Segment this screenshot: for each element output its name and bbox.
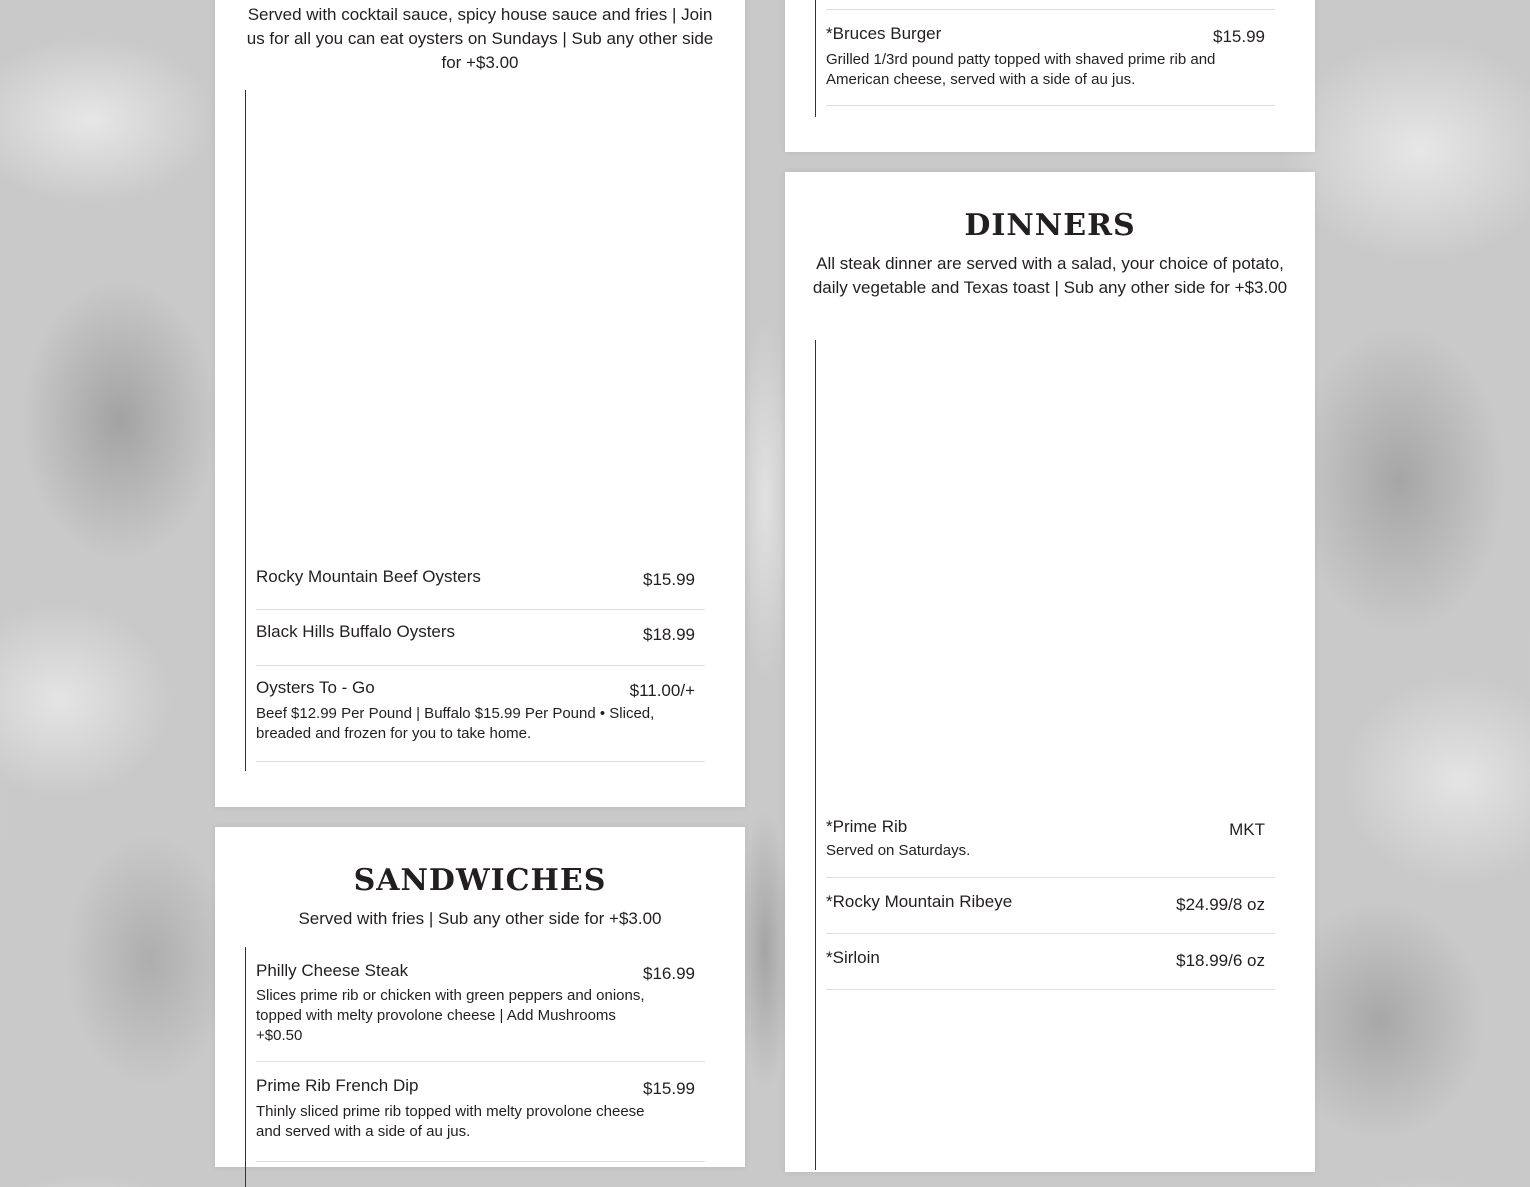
menu-item-list xyxy=(815,0,1276,117)
item-price: $18.99/6 oz xyxy=(1176,951,1265,970)
menu-item-list xyxy=(245,947,706,1187)
image-placeholder xyxy=(246,90,706,555)
item-price: $15.99 xyxy=(643,1079,695,1098)
menu-item xyxy=(256,1062,705,1162)
item-name: *Rocky Mountain Ribeye xyxy=(826,892,1013,911)
item-name: *Sirloin xyxy=(826,948,880,967)
menu-item xyxy=(256,610,705,666)
item-description: Slices prime rib or chicken with green peppers and onions, topped with melty provolone cheese | Add Mushrooms +$0.50 xyxy=(256,987,645,1044)
image-placeholder xyxy=(816,340,1276,805)
section-description: Served with fries | Sub any other side for +$3.00 xyxy=(298,909,662,928)
menu-item xyxy=(826,805,1275,878)
item-price: $18.99 xyxy=(643,625,695,644)
item-name: *Bruces Burger xyxy=(826,24,942,43)
section-title: SANDWICHES xyxy=(353,863,607,898)
item-name: Oysters To - Go xyxy=(256,678,375,697)
dinners-section xyxy=(785,172,1315,1172)
item-price: MKT xyxy=(1229,820,1265,839)
item-price: $11.00/+ xyxy=(629,681,695,700)
section-title: DINNERS xyxy=(964,208,1136,243)
menu-item-list xyxy=(815,340,1276,1170)
menu-item-partial xyxy=(826,0,1275,10)
item-name: Rocky Mountain Beef Oysters xyxy=(256,567,481,586)
item-name: Prime Rib French Dip xyxy=(256,1076,419,1095)
item-name: *Prime Rib xyxy=(826,817,908,836)
burgers-section xyxy=(785,0,1315,152)
menu-item xyxy=(256,555,705,610)
menu-item xyxy=(826,934,1275,990)
item-description: Grilled 1/3rd pound patty topped with shaved prime rib and American cheese, served with a side of au jus. xyxy=(826,51,1216,88)
menu-item xyxy=(256,947,705,1062)
menu-item-list xyxy=(245,90,706,771)
section-description: All steak dinner are served with a salad, your choice of potato, daily vegetable and Texas toast | Sub any other side for +$3.00 xyxy=(812,254,1288,297)
menu-item xyxy=(826,878,1275,934)
item-price: $24.99/8 oz xyxy=(1176,895,1265,914)
section-description: Served with cocktail sauce, spicy house sauce and fries | Join us for all you can eat oysters on Sundays | Sub any other side for +$3.00 xyxy=(246,5,714,72)
item-price: $15.99 xyxy=(1213,27,1265,46)
menu-item xyxy=(256,666,705,762)
item-name: Philly Cheese Steak xyxy=(256,961,409,980)
menu-item xyxy=(826,10,1275,106)
item-description: Thinly sliced prime rib topped with melty provolone cheese and served with a side of au jus. xyxy=(256,1103,645,1140)
item-price: $16.99 xyxy=(643,964,695,983)
item-name: Black Hills Buffalo Oysters xyxy=(256,622,456,641)
item-price: $15.99 xyxy=(643,570,695,589)
item-description: Served on Saturdays. xyxy=(826,842,971,859)
oysters-section xyxy=(215,0,745,807)
sandwiches-section xyxy=(215,827,745,1167)
item-description: Beef $12.99 Per Pound | Buffalo $15.99 Per Pound • Sliced, breaded and frozen for you to take home. xyxy=(256,705,655,742)
